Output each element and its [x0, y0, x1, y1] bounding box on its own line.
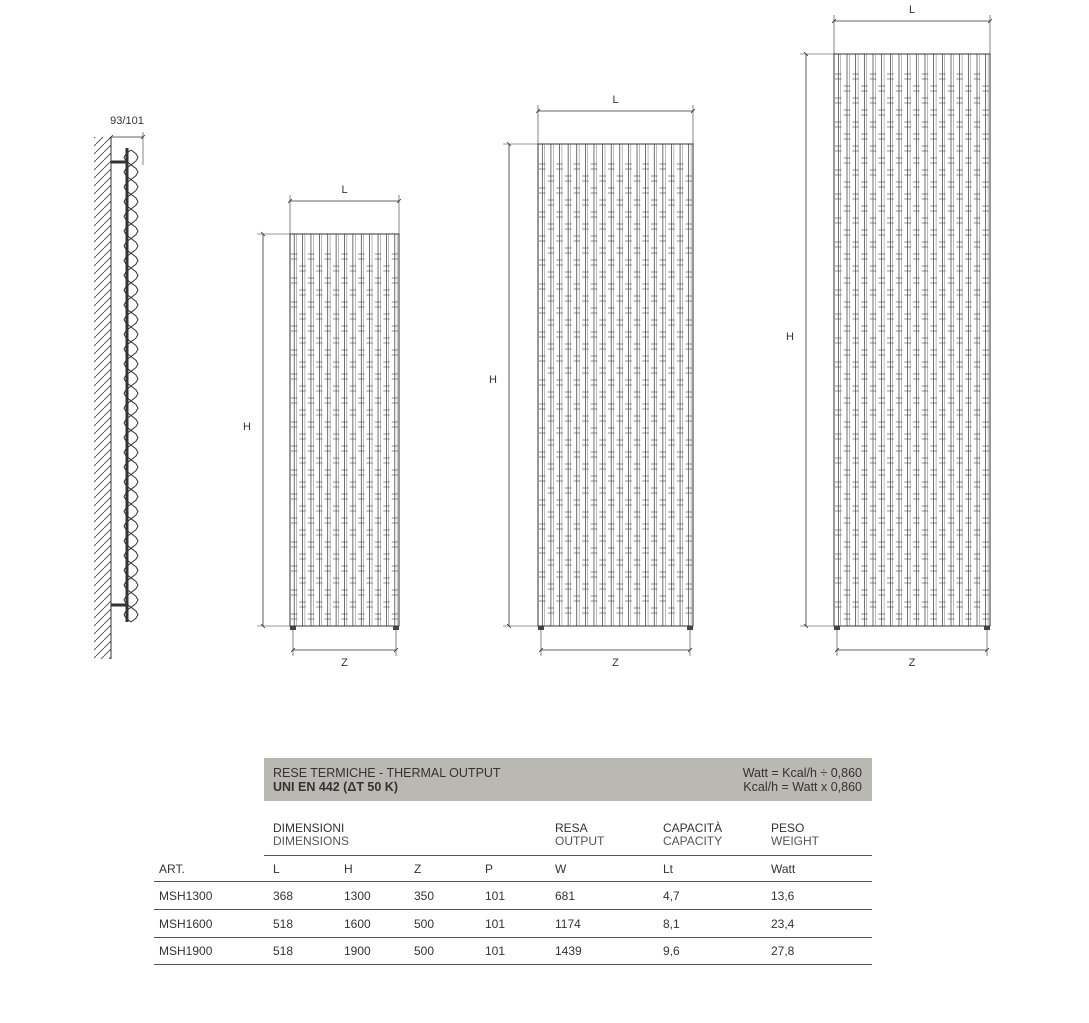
- dim-centres-label: Z: [908, 657, 916, 669]
- table-norm: UNI EN 442 (ΔT 50 K): [273, 780, 398, 794]
- conversion-kcal: Kcal/h = Watt x 0,860: [743, 780, 862, 794]
- row-divider: [154, 881, 872, 882]
- table-cell: 1600: [344, 916, 371, 931]
- table-cell: 13,6: [771, 889, 795, 903]
- table-cell: 1439: [555, 944, 582, 958]
- table-cell: 350: [414, 889, 435, 903]
- radiator-outline: [834, 54, 990, 626]
- dim-centres-label: Z: [612, 657, 619, 669]
- table-cell: 23,4: [771, 916, 795, 931]
- group-output-en: OUTPUT: [555, 834, 605, 848]
- table-cell: 4,7: [663, 889, 680, 903]
- dim-width-label: L: [908, 4, 916, 16]
- foot-right: [393, 626, 399, 630]
- front-view-medium: [489, 94, 693, 669]
- front-view-large: [786, 4, 990, 669]
- group-weight-it: PESO: [771, 821, 805, 835]
- column-header: Watt: [771, 862, 796, 876]
- column-header: L: [273, 862, 280, 876]
- table-cell: 518: [273, 944, 294, 958]
- table-cell: 1174: [555, 916, 581, 931]
- table-cell: 101: [485, 889, 506, 903]
- table-cell: 368: [273, 889, 294, 903]
- column-header: Lt: [663, 862, 674, 876]
- foot-right: [984, 626, 990, 630]
- table-title: RESE TERMICHE - THERMAL OUTPUT: [273, 766, 501, 780]
- front-views: [243, 4, 990, 669]
- article-code: MSH1600: [159, 916, 213, 931]
- group-dimensions-it: DIMENSIONI: [273, 821, 345, 835]
- foot-left: [834, 626, 840, 630]
- table-cell: 681: [555, 889, 576, 903]
- row-divider: [154, 937, 872, 938]
- column-header: H: [344, 862, 353, 876]
- group-dimensions-en: DIMENSIONS: [273, 834, 350, 848]
- front-view-small: [243, 184, 399, 669]
- column-header: ART.: [159, 862, 185, 876]
- group-capacity-en: CAPACITY: [663, 834, 723, 848]
- side-view: [94, 115, 144, 659]
- group-dimensions: [273, 822, 349, 848]
- foot-right: [687, 626, 693, 630]
- group-divider: [264, 855, 872, 856]
- dim-centres-label: Z: [341, 657, 348, 669]
- table-cell: 1900: [344, 944, 371, 958]
- group-output-it: RESA: [555, 821, 588, 835]
- table-cell: 518: [273, 916, 294, 931]
- column-header: P: [485, 862, 494, 876]
- table-cell: 101: [485, 944, 506, 958]
- table-cell: 8,1: [663, 916, 680, 931]
- group-capacity-it: CAPACITÀ: [663, 821, 723, 835]
- group-capacity: [663, 822, 722, 848]
- depth-label: 93/101: [110, 115, 144, 127]
- dim-width-label: L: [612, 94, 619, 106]
- table-cell: 27,8: [771, 944, 795, 958]
- dim-height-label: H: [489, 374, 497, 386]
- foot-left: [290, 626, 296, 630]
- table-cell: 500: [414, 944, 435, 958]
- table-cell: 1300: [344, 889, 371, 903]
- article-code: MSH1300: [159, 889, 213, 903]
- dim-height-label: H: [786, 331, 794, 343]
- conversion-watt: Watt = Kcal/h ÷ 0,860: [742, 766, 862, 780]
- table-title-band: [264, 758, 872, 801]
- dim-width-label: L: [341, 184, 348, 196]
- column-header: Z: [414, 862, 422, 876]
- column-header: W: [555, 862, 567, 876]
- table-cell: 101: [485, 916, 506, 931]
- row-divider: [154, 909, 872, 910]
- group-weight: [771, 822, 819, 848]
- group-output: [555, 822, 604, 848]
- row-divider: [154, 964, 872, 965]
- table-cell: 9,6: [663, 944, 680, 958]
- foot-left: [538, 626, 544, 630]
- wall-hatch: [94, 137, 111, 659]
- table-cell: 500: [414, 916, 435, 931]
- group-weight-en: WEIGHT: [771, 834, 819, 848]
- article-code: MSH1900: [159, 944, 213, 958]
- dim-height-label: H: [243, 421, 251, 433]
